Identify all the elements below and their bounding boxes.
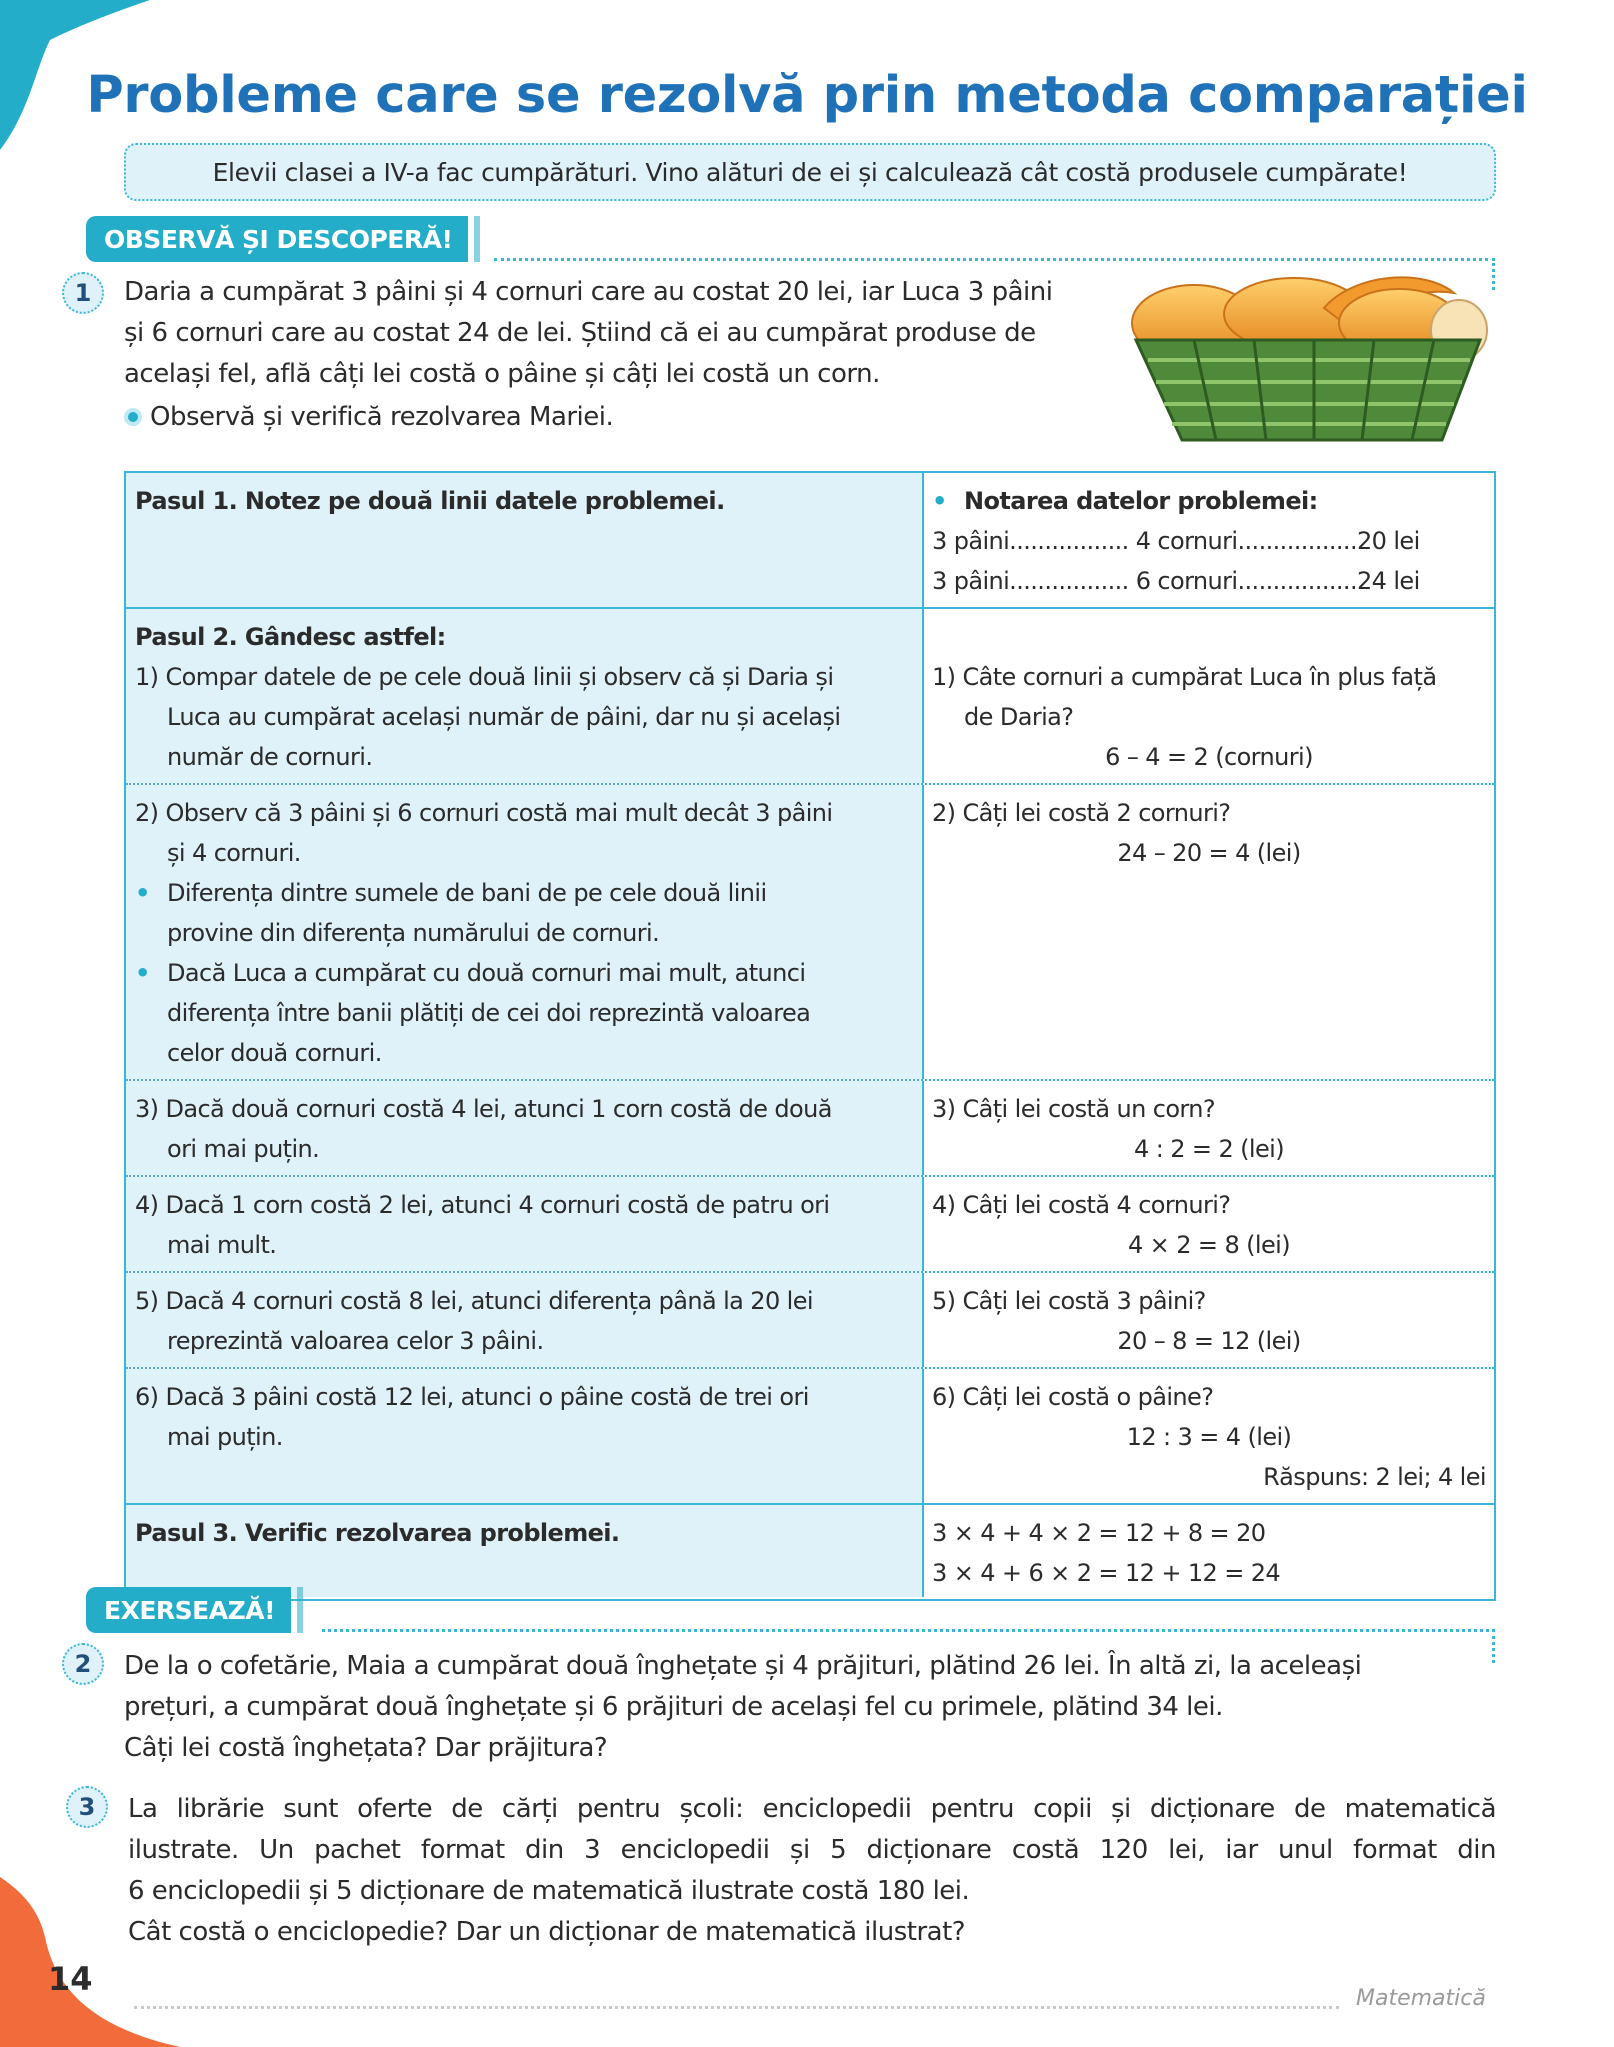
- table-cell-left: [126, 1177, 924, 1271]
- problem-instruction: Observă și verifică rezolvarea Mariei.: [124, 397, 1114, 438]
- verification-line: 3 × 4 + 6 × 2 = 12 + 12 = 24: [932, 1559, 1281, 1587]
- section-divider: [494, 258, 1495, 261]
- question-line: 6) Câți lei costă o pâine?: [932, 1383, 1214, 1411]
- table-cell-left: [126, 1505, 924, 1597]
- question-line: 5) Câți lei costă 3 pâini?: [932, 1287, 1206, 1315]
- step-3-label: Pasul 3. Verific rezolvarea problemei.: [135, 1519, 620, 1547]
- reasoning-line: 5) Dacă 4 cornuri costă 8 lei, atunci diferența până la 20 lei: [135, 1287, 813, 1315]
- calculation: 24 – 20 = 4 (lei): [1117, 839, 1301, 867]
- verification-line: 3 × 4 + 4 × 2 = 12 + 8 = 20: [932, 1519, 1266, 1547]
- question-line: 1) Câte cornuri a cumpărat Luca în plus față: [932, 663, 1437, 691]
- table-cell-right: [924, 1369, 1494, 1503]
- table-cell-right: [924, 785, 1494, 1079]
- table-row-step-3: [126, 1505, 1494, 1599]
- problem-1-text: [124, 272, 1114, 438]
- problem-line: același fel, află câți lei costă o pâine și câți lei costă un corn.: [124, 359, 880, 389]
- section-divider-end: [1492, 258, 1495, 290]
- table-row-step-2-3: [126, 1081, 1494, 1177]
- reasoning-line: celor două cornuri.: [167, 1039, 382, 1067]
- reasoning-line: și 4 cornuri.: [167, 839, 301, 867]
- problem-line: și 6 cornuri care au costat 24 de lei. Știind că ei au cumpărat produse de: [124, 318, 1036, 348]
- step-1-heading: • Notarea datelor problemei:: [932, 487, 1318, 515]
- calculation: 4 : 2 = 2 (lei): [1134, 1135, 1284, 1163]
- solution-table: [124, 471, 1496, 1601]
- calculation: 12 : 3 = 4 (lei): [1126, 1423, 1292, 1451]
- table-row-step-2-1: [126, 609, 1494, 785]
- reasoning-line: 4) Dacă 1 corn costă 2 lei, atunci 4 cornuri costă de patru ori: [135, 1191, 830, 1219]
- reasoning-bullet: • Diferența dintre sumele de bani de pe cele două linii: [135, 879, 767, 907]
- reasoning-line: ori mai puțin.: [167, 1135, 320, 1163]
- reasoning-line: Luca au cumpărat același număr de pâini, dar nu și același: [167, 703, 841, 731]
- problem-line: De la o cofetărie, Maia a cumpărat două înghețate și 4 prăjituri, plătind 26 lei. În altă zi, la aceleași: [124, 1651, 1362, 1681]
- footer-divider: [134, 2006, 1339, 2009]
- question-line: 3) Câți lei costă un corn?: [932, 1095, 1216, 1123]
- reasoning-line: 3) Dacă două cornuri costă 4 lei, atunci 1 corn costă de două: [135, 1095, 832, 1123]
- table-cell-left: [126, 609, 924, 783]
- reasoning-bullet: • Dacă Luca a cumpărat cu două cornuri mai mult, atunci: [135, 959, 806, 987]
- reasoning-line: 1) Compar datele de pe cele două linii și observ că și Daria și: [135, 663, 834, 691]
- question-line: de Daria?: [964, 703, 1074, 731]
- table-cell-left: [126, 473, 924, 607]
- table-row-step-2-6: [126, 1369, 1494, 1505]
- table-cell-right: [924, 1177, 1494, 1271]
- section-tag-observe: OBSERVĂ ȘI DESCOPERĂ!: [86, 216, 468, 262]
- table-cell-left: [126, 1369, 924, 1503]
- problem-line: Daria a cumpărat 3 pâini și 4 cornuri care au costat 20 lei, iar Luca 3 pâini: [124, 277, 1053, 307]
- table-row-step-1: [126, 473, 1494, 609]
- reasoning-line: reprezintă valoarea celor 3 pâini.: [167, 1327, 544, 1355]
- table-cell-left: [126, 1081, 924, 1175]
- data-line: 3 pâini................. 6 cornuri.................24 lei: [932, 567, 1420, 595]
- table-cell-left: [126, 1273, 924, 1367]
- table-row-step-2-4: [126, 1177, 1494, 1273]
- problem-line: Cât costă o enciclopedie? Dar un dicționar de matematică ilustrat?: [128, 1917, 966, 1947]
- page-title: Probleme care se rezolvă prin metoda comparației: [86, 66, 1528, 125]
- problem-number-badge: 2: [62, 1643, 104, 1685]
- bullet-dot-icon: [124, 408, 142, 426]
- reasoning-line: mai puțin.: [167, 1423, 283, 1451]
- table-cell-right: [924, 1081, 1494, 1175]
- section-divider: [322, 1629, 1495, 1632]
- bread-basket-illustration: [1124, 268, 1492, 448]
- section-tag-practice: EXERSEAZĂ!: [86, 1587, 291, 1633]
- step-2-heading: Pasul 2. Gândesc astfel:: [135, 623, 446, 651]
- table-cell-right: [924, 609, 1494, 783]
- calculation: 6 – 4 = 2 (cornuri): [1105, 743, 1313, 771]
- answer-line: Răspuns: 2 lei; 4 lei: [1263, 1463, 1486, 1491]
- reasoning-line: diferența între banii plătiți de cei doi reprezintă valoarea: [167, 999, 811, 1027]
- problem-line: 6 enciclopedii și 5 dicționare de matematică ilustrate costă 180 lei.: [128, 1876, 970, 1906]
- reasoning-line: 2) Observ că 3 pâini și 6 cornuri costă mai mult decât 3 pâini: [135, 799, 833, 827]
- reasoning-line: provine din diferența numărului de cornuri.: [167, 919, 660, 947]
- step-1-label: Pasul 1. Notez pe două linii datele problemei.: [135, 487, 725, 515]
- problem-line: ilustrate. Un pachet format din 3 enciclopedii și 5 dicționare costă 120 lei, iar unul format din: [128, 1835, 1496, 1865]
- intro-banner: [124, 143, 1496, 201]
- problem-line: prețuri, a cumpărat două înghețate și 6 prăjituri de același fel cu primele, plătind 34 lei.: [124, 1692, 1223, 1722]
- page-number: 14: [48, 1960, 93, 1998]
- table-cell-left: [126, 785, 924, 1079]
- problem-line: La librărie sunt oferte de cărți pentru școli: enciclopedii pentru copii și dicționare de matematică: [128, 1794, 1496, 1824]
- problem-2-text: [124, 1646, 1496, 1769]
- reasoning-line: mai mult.: [167, 1231, 277, 1259]
- table-cell-right: [924, 473, 1494, 607]
- footer-subject: Matematică: [1356, 1986, 1486, 2011]
- problem-3-text: [128, 1789, 1496, 1953]
- reasoning-line: număr de cornuri.: [167, 743, 373, 771]
- table-row-step-2-2: [126, 785, 1494, 1081]
- calculation: 4 × 2 = 8 (lei): [1127, 1231, 1290, 1259]
- problem-line: Câți lei costă înghețata? Dar prăjitura?: [124, 1733, 608, 1763]
- problem-number-badge: 3: [66, 1786, 108, 1828]
- question-line: 4) Câți lei costă 4 cornuri?: [932, 1191, 1231, 1219]
- calculation: 20 – 8 = 12 (lei): [1117, 1327, 1301, 1355]
- table-cell-right: [924, 1273, 1494, 1367]
- data-line: 3 pâini................. 4 cornuri.................20 lei: [932, 527, 1420, 555]
- table-row-step-2-5: [126, 1273, 1494, 1369]
- problem-number-badge: 1: [62, 272, 104, 314]
- reasoning-line: 6) Dacă 3 pâini costă 12 lei, atunci o pâine costă de trei ori: [135, 1383, 809, 1411]
- question-line: 2) Câți lei costă 2 cornuri?: [932, 799, 1231, 827]
- table-cell-right: [924, 1505, 1494, 1599]
- intro-text: Elevii clasei a IV-a fac cumpărături. Vino alături de ei și calculează cât costă produsele cumpărate!: [212, 157, 1408, 187]
